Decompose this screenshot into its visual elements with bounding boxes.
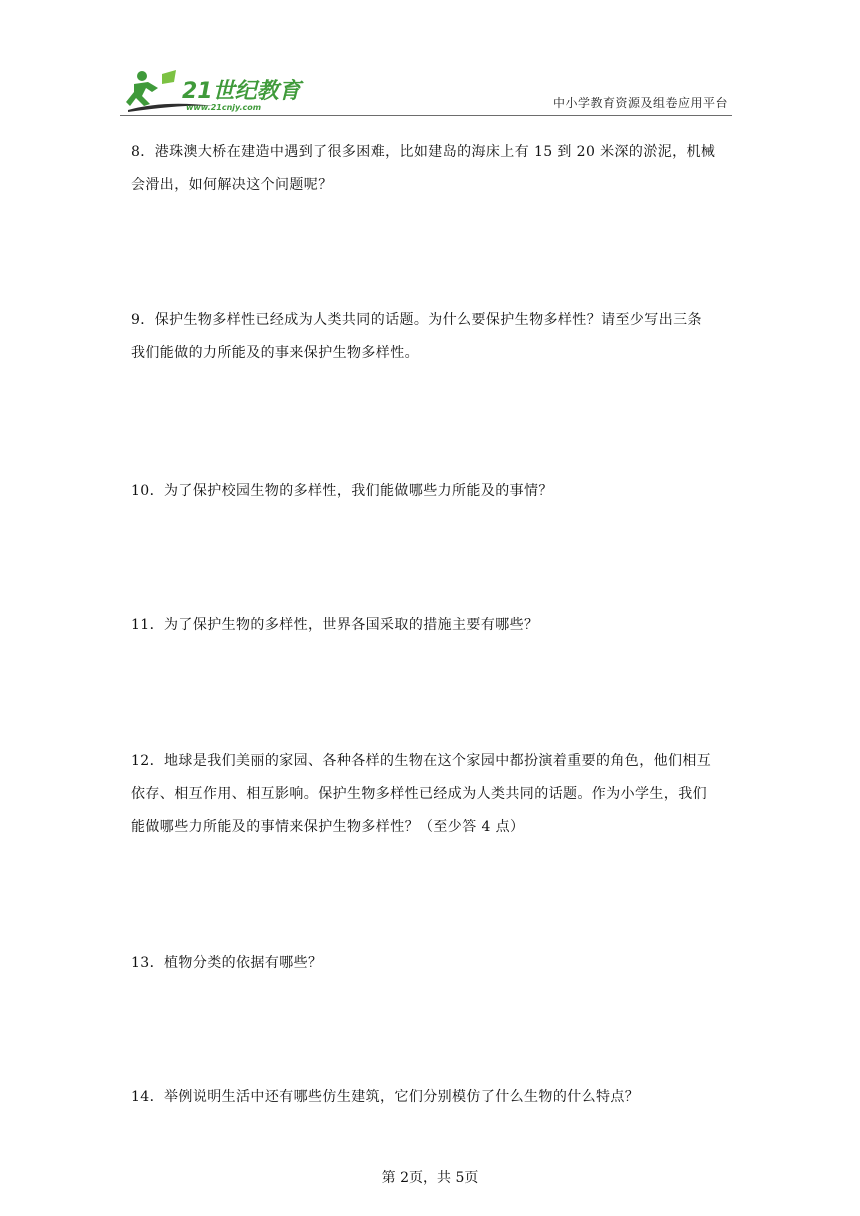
logo-figure-head <box>137 71 147 81</box>
question-line: 8．港珠澳大桥在建造中遇到了很多困难，比如建岛的海床上有 15 到 20 米深的淤泥，机械 <box>131 144 716 160</box>
logo-figure-body <box>126 82 158 106</box>
logo-url: www.21cnjy.com <box>186 103 262 112</box>
question-9 <box>131 304 731 370</box>
question-12 <box>131 745 731 844</box>
question-line: 9．保护生物多样性已经成为人类共同的话题。为什么要保护生物多样性？请至少写出三条 <box>131 312 702 328</box>
question-11 <box>131 609 731 642</box>
site-logo <box>124 66 304 114</box>
question-line: 11．为了保护生物的多样性，世界各国采取的措施主要有哪些？ <box>131 617 539 633</box>
question-line: 12．地球是我们美丽的家园、各种各样的生物在这个家园中都扮演着重要的角色，他们相互 <box>131 753 712 769</box>
question-line: 能做哪些力所能及的事情来保护生物多样性？（至少答 4 点） <box>131 819 525 835</box>
question-line: 10．为了保护校园生物的多样性，我们能做哪些力所能及的事情？ <box>131 483 553 499</box>
question-line: 依存、相互作用、相互影响。保护生物多样性已经成为人类共同的话题。作为小学生，我们 <box>131 786 707 802</box>
question-14 <box>131 1081 731 1114</box>
header-rule <box>120 115 732 116</box>
question-line: 14．举例说明生活中还有哪些仿生建筑，它们分别模仿了什么生物的什么特点？ <box>131 1089 640 1105</box>
question-line: 我们能做的力所能及的事来保护生物多样性。 <box>131 345 419 361</box>
page-footer: 第 2页，共 5页 <box>381 1170 479 1186</box>
question-10 <box>131 475 731 508</box>
logo-flag <box>162 70 176 84</box>
logo-text: 21世纪教育 <box>182 79 301 104</box>
question-line: 13．植物分类的依据有哪些？ <box>131 955 323 971</box>
question-line: 会滑出，如何解决这个问题呢？ <box>131 177 333 193</box>
question-13 <box>131 947 731 980</box>
page-header <box>120 62 732 116</box>
question-8 <box>131 136 731 202</box>
platform-label: 中小学教育资源及组卷应用平台 <box>552 96 728 110</box>
